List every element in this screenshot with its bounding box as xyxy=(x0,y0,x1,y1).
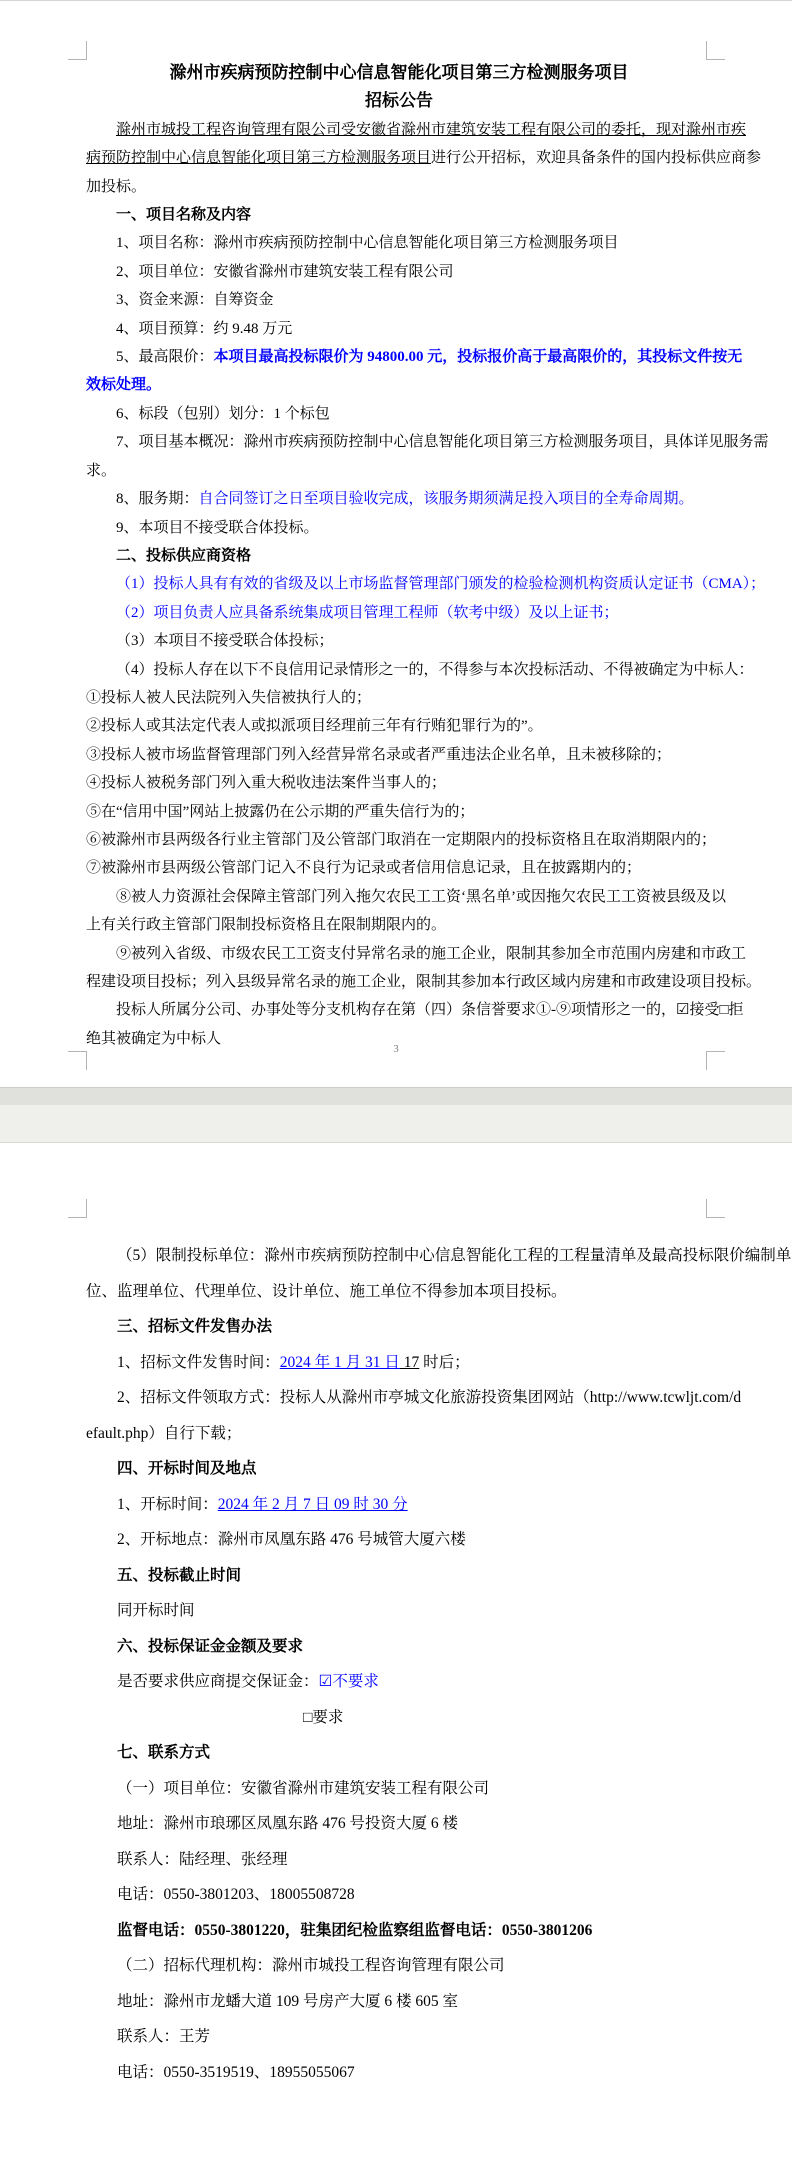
qualification-4-run-0: （4）投标人存在以下不良信用记录情形之一的，不得参与本次投标活动、不得被确定为中标人： xyxy=(116,661,754,678)
item-budget xyxy=(86,315,712,343)
contact-owner-name-run-0: （一）项目单位：安徽省滁州市建筑安装工程有限公司 xyxy=(117,1779,490,1797)
section-3-heading-run-0: 三、招标文件发售办法 xyxy=(117,1318,273,1335)
qualification-1 xyxy=(86,570,766,598)
credit-item-9-line2-run-0: 程建设项目投标；列入县级异常名录的施工企业，限制其参加本行政区域内房建和市政建设项目投标。 xyxy=(86,974,762,990)
section-4-heading xyxy=(86,1451,712,1487)
sale-time xyxy=(86,1345,712,1381)
qualification-4 xyxy=(86,656,754,684)
intro-line1-run-0: 滁州市城投工程咨询管理有限公司受安徽省滁州市建筑安装工程有限公司的委托，现对滁州市疾 xyxy=(116,121,747,138)
qualification-2 xyxy=(86,599,712,627)
item-price-cap-line1-run-0: 5、最高限价： xyxy=(116,349,214,366)
intro-line3 xyxy=(86,173,712,201)
credit-item-9-line1-run-0: ⑨被列入省级、市级农民工工资支付异常名录的施工企业，限制其参加全市范围内房建和市政工 xyxy=(116,945,747,962)
contact-owner-address-run-0: 地址：滁州市琅琊区凤凰东路 476 号投资大厦 6 楼 xyxy=(117,1815,459,1832)
deposit-question-run-1: ☑不要求 xyxy=(318,1673,379,1690)
sale-time-run-0: 1、招标文件发售时间： xyxy=(117,1353,280,1371)
item-project-unit-run-0: 2、项目单位：安徽省滁州市建筑安装工程有限公司 xyxy=(116,263,454,280)
contact-owner-person-run-0: 联系人：陆经理、张经理 xyxy=(117,1850,288,1868)
deposit-option-required-run-0: □要求 xyxy=(303,1708,344,1726)
credit-item-1 xyxy=(86,684,712,712)
section-2-heading-run-0: 二、投标供应商资格 xyxy=(116,547,252,564)
section-7-heading xyxy=(86,1735,712,1771)
page-gap xyxy=(0,1087,792,1143)
open-time-run-0: 1、开标时间： xyxy=(117,1495,218,1513)
section-3-heading xyxy=(86,1309,712,1345)
open-time-run-1: 2024 年 2 月 7 日 09 时 30 分 xyxy=(217,1495,408,1513)
section-2-heading xyxy=(86,542,712,570)
item-overview-line2 xyxy=(86,457,712,485)
doc-title-line1 xyxy=(86,59,712,87)
item-price-cap-line1 xyxy=(86,343,743,371)
contact-owner-person xyxy=(86,1842,712,1878)
doc-title-line2 xyxy=(86,87,712,115)
contact-owner-phone xyxy=(86,1877,712,1913)
credit-item-3-run-0: ③投标人被市场监督管理部门列入经营异常名录或者严重违法企业名单，且未被移除的； xyxy=(86,746,672,763)
contact-agency-address xyxy=(86,1984,712,2020)
obtain-method-line2-run-0: efault.php）自行下载； xyxy=(86,1424,242,1442)
contact-agency-person-run-0: 联系人：王芳 xyxy=(117,2028,211,2045)
contact-agency-address-run-0: 地址：滁州市龙蟠大道 109 号房产大厦 6 楼 605 室 xyxy=(117,1992,459,2010)
branch-clause-line2-run-0: 绝其被确定为中标人 xyxy=(86,1030,222,1047)
deposit-question-run-0: 是否要求供应商提交保证金： xyxy=(117,1673,319,1690)
item-overview-line1 xyxy=(86,428,769,456)
qualification-3-run-0: （3）本项目不接受联合体投标； xyxy=(116,633,334,650)
item-price-cap-line2 xyxy=(86,371,712,399)
sale-time-run-3: 时后； xyxy=(419,1353,470,1371)
deadline-run-0: 同开标时间 xyxy=(117,1602,195,1619)
contact-agency-name-run-0: （二）招标代理机构：滁州市城投工程咨询管理有限公司 xyxy=(117,1957,505,1974)
crop-mark-p1-top-right xyxy=(706,41,725,60)
item-fund-source xyxy=(86,286,712,314)
contact-owner-phone-run-0: 电话：0550-3801203、18005508728 xyxy=(117,1886,355,1903)
intro-line2-run-0: 病预防控制中心信息智能化项目第三方检测服务项目 xyxy=(86,150,432,167)
section-6-heading xyxy=(86,1629,712,1665)
deposit-question xyxy=(86,1664,712,1700)
doc-title-line1-run-0: 滁州市疾病预防控制中心信息智能化项目第三方检测服务项目 xyxy=(169,63,629,82)
credit-item-8-line2-run-0: 上有关行政主管部门限制投标资格且在限制期限内的。 xyxy=(86,917,447,934)
section-5-heading xyxy=(86,1558,712,1594)
restriction-5-line2-run-0: 位、监理单位、代理单位、设计单位、施工单位不得参加本项目投标。 xyxy=(86,1282,567,1300)
item-price-cap-line2-run-0: 效标处理。 xyxy=(86,377,162,394)
obtain-method-line1-run-0: 2、招标文件领取方式：投标人从滁州市亭城文化旅游投资集团网站（http://www.tcwljt.com/d xyxy=(117,1389,742,1406)
credit-item-9-line1 xyxy=(86,940,747,968)
section-4-heading-run-0: 四、开标时间及地点 xyxy=(117,1460,257,1477)
sale-time-run-2: 17 xyxy=(399,1353,420,1371)
obtain-method-line2 xyxy=(86,1416,712,1452)
item-project-name-run-0: 1、项目名称：滁州市疾病预防控制中心信息智能化项目第三方检测服务项目 xyxy=(116,235,619,252)
credit-item-8-line1 xyxy=(86,883,726,911)
intro-line2 xyxy=(86,144,762,172)
deposit-option-required xyxy=(86,1700,712,1736)
item-project-unit xyxy=(86,258,712,286)
contact-agency-phone-run-0: 电话：0550-3519519、18955055067 xyxy=(117,2063,355,2081)
credit-item-4 xyxy=(86,769,712,797)
credit-item-2-run-0: ②投标人或其法定代表人或拟派项目经理前三年有行贿犯罪行为的”。 xyxy=(86,718,543,735)
supervision-phone-run-0: 监督电话：0550-3801220，驻集团纪检监察组监督电话：0550-3801206 xyxy=(117,1921,593,1939)
credit-item-7 xyxy=(86,854,712,882)
contact-owner-address xyxy=(86,1806,712,1842)
page-2 xyxy=(0,1141,792,2168)
item-project-name xyxy=(86,229,712,257)
credit-item-2 xyxy=(86,712,712,740)
item-overview-line2-run-0: 求。 xyxy=(86,462,117,479)
contact-agency-phone xyxy=(86,2055,712,2091)
supervision-phone xyxy=(86,1913,712,1949)
intro-line1 xyxy=(86,116,747,144)
item-budget-run-0: 4、项目预算：约 9.48 万元 xyxy=(116,320,293,337)
credit-item-8-line1-run-0: ⑧被人力资源社会保障主管部门列入拖欠农民工工资‘黑名单’或因拖欠农民工工资被县级及以 xyxy=(116,888,726,905)
restriction-5-line1 xyxy=(86,1238,792,1274)
item-service-period-run-0: 8、服务期： xyxy=(116,491,199,508)
qualification-1-run-0: （1）投标人具有有效的省级及以上市场监督管理部门颁发的检验检测机构资质认定证书（CMA）； xyxy=(116,576,766,593)
credit-item-8-line2 xyxy=(86,911,712,939)
restriction-5-line2 xyxy=(86,1274,712,1310)
credit-item-4-run-0: ④投标人被税务部门列入重大税收违法案件当事人的； xyxy=(86,775,447,792)
qualification-3 xyxy=(86,627,712,655)
credit-item-9-line2 xyxy=(86,968,762,996)
branch-clause-line1-run-0: 投标人所属分公司、办事处等分支机构存在第（四）条信誉要求①-⑨项情形之一的，☑接受□拒 xyxy=(116,1002,744,1019)
item-overview-line1-run-0: 7、项目基本概况：滁州市疾病预防控制中心信息智能化项目第三方检测服务项目，具体详见服务需 xyxy=(116,434,769,451)
sale-time-run-1: 2024 年 1 月 31 日 xyxy=(279,1353,400,1371)
item-price-cap-line1-run-1: 本项目最高投标限价为 94800.00 元，投标报价高于最高限价的，其投标文件按无 xyxy=(213,349,743,366)
intro-line2-run-1: 进行公开招标，欢迎具备条件的国内投标供应商参 xyxy=(431,150,762,167)
item-service-period-run-1: 自合同签订之日至项目验收完成，该服务期须满足投入项目的全寿命周期。 xyxy=(198,491,694,508)
credit-item-6-run-0: ⑥被滁州市县两级各行业主管部门及公管部门取消在一定期限内的投标资格且在取消期限内的； xyxy=(86,831,717,848)
deadline xyxy=(86,1593,712,1629)
open-place-run-0: 2、开标地点：滁州市凤凰东路 476 号城管大厦六楼 xyxy=(117,1531,466,1548)
item-lot-division-run-0: 6、标段（包别）划分：1 个标包 xyxy=(116,405,330,422)
contact-agency-person xyxy=(86,2019,712,2055)
open-place xyxy=(86,1522,712,1558)
intro-line3-run-0: 加投标。 xyxy=(86,178,147,195)
credit-item-7-run-0: ⑦被滁州市县两级公管部门记入不良行为记录或者信用信息记录，且在披露期内的； xyxy=(86,860,642,877)
open-time xyxy=(86,1487,712,1523)
credit-item-5 xyxy=(86,798,712,826)
section-1-heading-run-0: 一、项目名称及内容 xyxy=(116,207,252,224)
item-service-period xyxy=(86,485,712,513)
section-7-heading-run-0: 七、联系方式 xyxy=(117,1744,211,1761)
page-1 xyxy=(0,1,792,1087)
item-fund-source-run-0: 3、资金来源：自筹资金 xyxy=(116,292,274,309)
section-6-heading-run-0: 六、投标保证金金额及要求 xyxy=(117,1637,304,1655)
item-no-consortium-run-0: 9、本项目不接受联合体投标。 xyxy=(116,519,319,536)
contact-owner-name xyxy=(86,1771,712,1807)
qualification-2-run-0: （2）项目负责人应具备系统集成项目管理工程师（软考中级）及以上证书； xyxy=(116,604,619,621)
obtain-method-line1 xyxy=(86,1380,742,1416)
branch-clause-line1 xyxy=(86,996,744,1024)
credit-item-3 xyxy=(86,741,712,769)
section-1-heading xyxy=(86,201,712,229)
doc-title-line2-run-0: 招标公告 xyxy=(365,91,433,111)
credit-item-6 xyxy=(86,826,717,854)
page-number: 3 xyxy=(393,1043,399,1055)
credit-item-5-run-0: ⑤在“信用中国”网站上披露仍在公示期的严重失信行为的； xyxy=(86,803,475,820)
item-lot-division xyxy=(86,400,712,428)
item-no-consortium xyxy=(86,514,712,542)
section-5-heading-run-0: 五、投标截止时间 xyxy=(117,1566,242,1584)
crop-mark-p1-top-left xyxy=(68,41,87,60)
credit-item-1-run-0: ①投标人被人民法院列入失信被执行人的； xyxy=(86,689,372,706)
contact-agency-name xyxy=(86,1948,712,1984)
restriction-5-line1-run-0: （5）限制投标单位：滁州市疾病预防控制中心信息智能化工程的工程量清单及最高投标限价编制单 xyxy=(117,1247,792,1264)
